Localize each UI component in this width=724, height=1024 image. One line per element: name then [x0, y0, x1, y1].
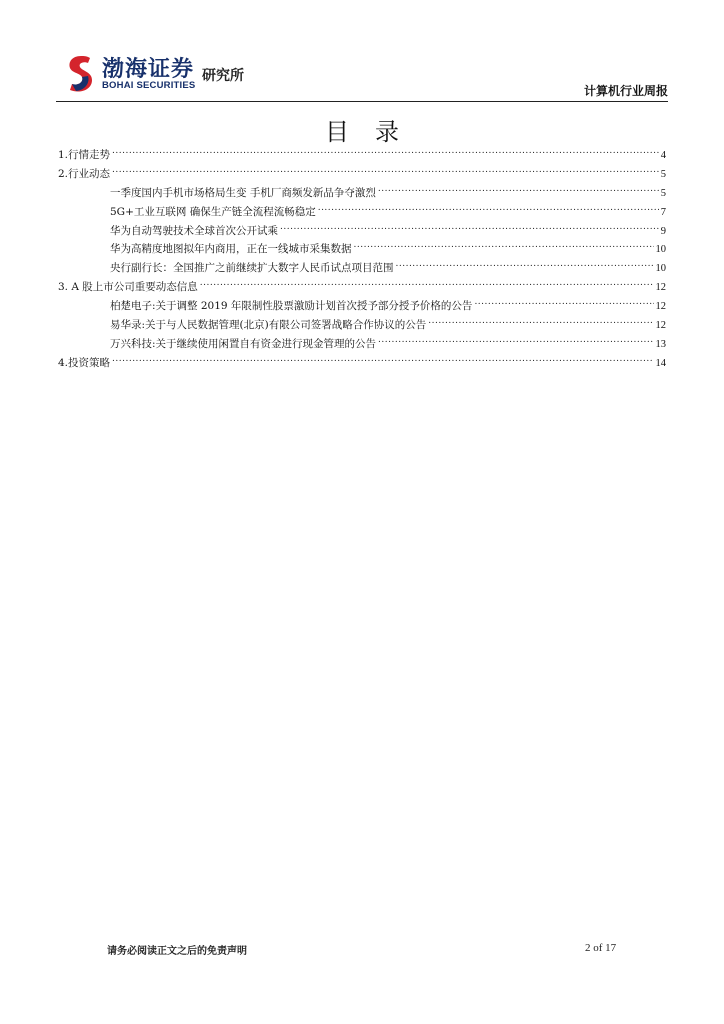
toc-entry-label: 柏楚电子:关于调整 2019 年限制性股票激励计划首次授予部分授予价格的公告 — [110, 300, 473, 313]
toc-leader-dots — [112, 148, 659, 158]
toc-entry-page: 5 — [660, 168, 666, 180]
toc-subentry[interactable] — [58, 259, 666, 278]
toc-entry-page: 12 — [655, 282, 666, 294]
report-type-label: 计算机行业周报 — [583, 84, 668, 98]
toc-subentry[interactable] — [58, 184, 666, 203]
report-header — [56, 52, 668, 102]
toc-entry-page: 12 — [655, 320, 666, 332]
toc-entry-page: 14 — [655, 357, 666, 369]
toc-entry-page: 4 — [660, 150, 666, 161]
toc-entry-page: 10 — [655, 244, 666, 256]
toc-subentry[interactable] — [58, 335, 666, 354]
toc-entry-label: 3. A 股上市公司重要动态信息 — [58, 281, 198, 294]
logo-chinese-name: 渤海证券 — [102, 56, 195, 82]
toc-leader-dots — [378, 337, 653, 347]
table-of-contents — [58, 146, 666, 373]
toc-subentry[interactable] — [58, 316, 666, 335]
toc-entry-label: 一季度国内手机市场格局生变 手机厂商频发新品争夺激烈 — [110, 186, 376, 199]
toc-entry-page: 12 — [655, 301, 666, 313]
toc-entry-page: 10 — [655, 263, 666, 275]
toc-entry-label: 华为自动驾驶技术全球首次公开试乘 — [110, 224, 278, 237]
toc-entry-label: 华为高精度地图拟年内商用，正在一线城市采集数据 — [110, 243, 352, 256]
bohai-logo-icon — [66, 54, 96, 94]
toc-leader-dots — [280, 224, 659, 234]
toc-leader-dots — [318, 205, 659, 215]
toc-subentry[interactable] — [58, 297, 666, 316]
toc-entry-page: 13 — [655, 338, 666, 350]
page-number: 2 of 17 — [585, 942, 617, 954]
toc-entry-label: 央行副行长：全国推广之前继续扩大数字人民币试点项目范围 — [110, 262, 394, 275]
toc-leader-dots — [396, 261, 654, 271]
toc-entry-label: 2.行业动态 — [58, 167, 111, 180]
toc-entry[interactable] — [58, 146, 666, 165]
toc-title: 目录 — [325, 118, 425, 146]
toc-entry-page: 9 — [660, 225, 666, 237]
toc-entry[interactable] — [58, 354, 666, 373]
header-divider — [56, 101, 668, 102]
logo-english-name: BOHAI SECURITIES — [102, 80, 196, 91]
toc-subentry[interactable] — [58, 222, 666, 241]
department-label: 研究所 — [202, 68, 244, 84]
disclaimer-note: 请务必阅读正文之后的免责声明 — [107, 946, 247, 957]
toc-leader-dots — [354, 242, 654, 252]
toc-leader-dots — [200, 280, 654, 290]
toc-leader-dots — [474, 299, 653, 309]
toc-entry[interactable] — [58, 165, 666, 184]
toc-entry-page: 5 — [660, 187, 666, 199]
toc-leader-dots — [112, 356, 653, 366]
toc-entry-label: 万兴科技:关于继续使用闲置自有资金进行现金管理的公告 — [110, 337, 377, 350]
toc-leader-dots — [112, 167, 659, 177]
toc-subentry[interactable] — [58, 240, 666, 259]
toc-leader-dots — [428, 318, 653, 328]
toc-entry-label: 易华录:关于与人民数据管理(北京)有限公司签署战略合作协议的公告 — [110, 319, 427, 332]
toc-entry-label: 4.投资策略 — [58, 356, 111, 369]
toc-entry-page: 7 — [660, 206, 666, 218]
toc-entry-label: 5G+工业互联网 确保生产链全流程流畅稳定 — [110, 205, 316, 218]
toc-entry-label: 1.行情走势 — [58, 149, 111, 161]
toc-entry[interactable] — [58, 278, 666, 297]
toc-subentry[interactable] — [58, 203, 666, 222]
toc-leader-dots — [378, 186, 659, 196]
